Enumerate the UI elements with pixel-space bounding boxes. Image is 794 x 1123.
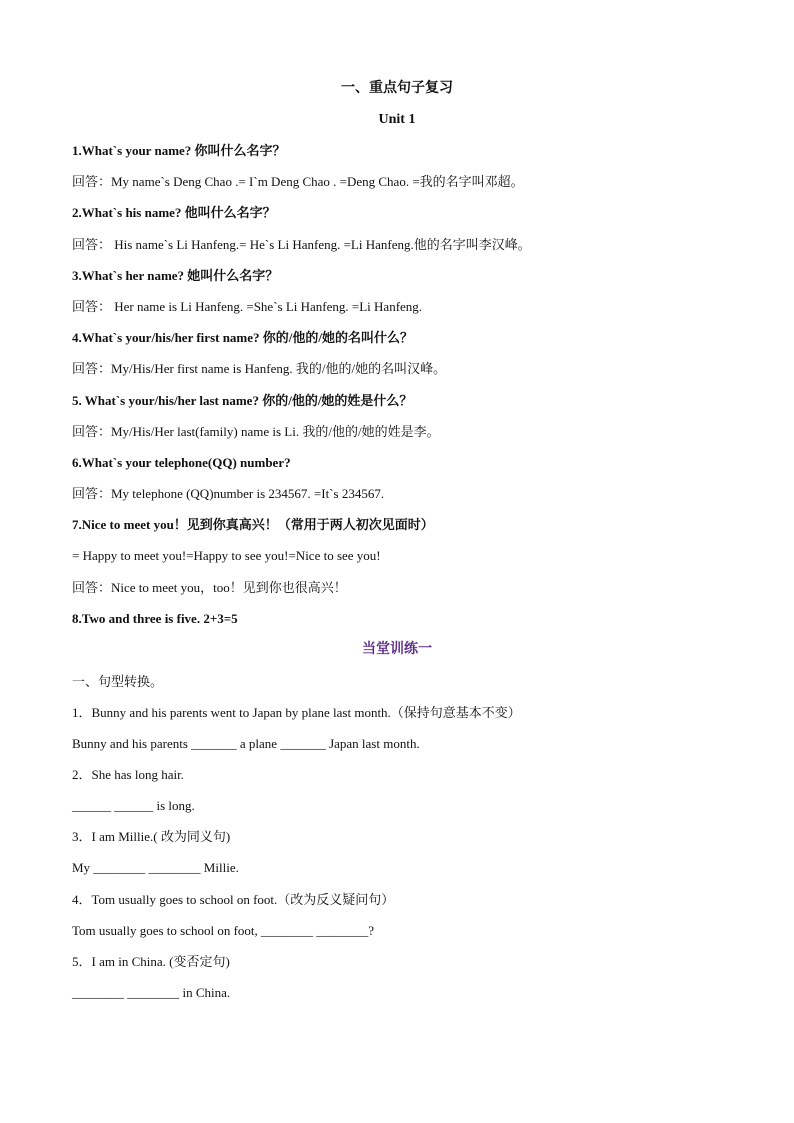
review-question-3: 3.What`s her name? 她叫什么名字？ (72, 268, 279, 283)
review-answer-4: 回答：My/His/Her first name is Hanfeng. 我的/他的/她的名叫汉峰。 (72, 361, 447, 376)
practice-subtitle: 一、句型转换。 (72, 674, 164, 689)
practice-answer-2: ______ ______ is long. (72, 798, 195, 813)
practice-question-1: 1．Bunny and his parents went to Japan by plane last month.（保持句意基本不变） (72, 705, 521, 720)
practice-question-2: 2．She has long hair. (72, 767, 184, 782)
review-answer-5: 回答：My/His/Her last(family) name is Li. 我的/他的/她的姓是李。 (72, 424, 440, 439)
section-title: 一、重点句子复习 (341, 81, 453, 96)
practice-answer-3: My ________ ________ Millie. (72, 860, 239, 875)
review-answer-6: 回答：My telephone (QQ)number is 234567. =It`s 234567. (72, 486, 385, 501)
practice-question-5: 5．I am in China. (变否定句) (72, 954, 230, 969)
practice-answer-5: ________ ________ in China. (72, 985, 231, 1000)
review-question-4: 4.What`s your/his/her first name? 你的/他的/她的名叫什么？ (72, 330, 414, 345)
review-question-1: 1.What`s your name? 你叫什么名字？ (72, 143, 286, 158)
practice-answer-4: Tom usually goes to school on foot, ________ ________? (72, 923, 375, 938)
review-item-8: 8.Two and three is five. 2+3=5 (72, 611, 238, 626)
practice-question-3: 3．I am Millie.( 改为同义句) (72, 829, 231, 844)
review-question-6: 6.What`s your telephone(QQ) number? (72, 455, 291, 470)
review-question-7: 7.Nice to meet you！见到你真高兴！（常用于两人初次见面时） (72, 517, 434, 532)
review-answer-2: 回答： His name`s Li Hanfeng.= He`s Li Hanfeng. =Li Hanfeng.他的名字叫李汉峰。 (72, 237, 531, 252)
practice-answer-1: Bunny and his parents _______ a plane _______ Japan last month. (72, 736, 420, 751)
review-question-5: 5. What`s your/his/her last name? 你的/他的/她的姓是什么？ (72, 393, 413, 408)
review-answer-7: 回答：Nice to meet you，too！见到你也很高兴！ (72, 580, 347, 595)
review-question-2: 2.What`s his name? 他叫什么名字？ (72, 205, 276, 220)
review-alternatives-7: = Happy to meet you!=Happy to see you!=Nice to see you! (72, 548, 381, 563)
unit-title: Unit 1 (378, 112, 416, 127)
review-answer-1: 回答：My name`s Deng Chao .= I`m Deng Chao . =Deng Chao. =我的名字叫邓超。 (72, 174, 524, 189)
practice-title: 当堂训练一 (362, 642, 432, 657)
practice-question-4: 4．Tom usually goes to school on foot.（改为反义疑问句） (72, 892, 395, 907)
review-answer-3: 回答： Her name is Li Hanfeng. =She`s Li Hanfeng. =Li Hanfeng. (72, 299, 423, 314)
